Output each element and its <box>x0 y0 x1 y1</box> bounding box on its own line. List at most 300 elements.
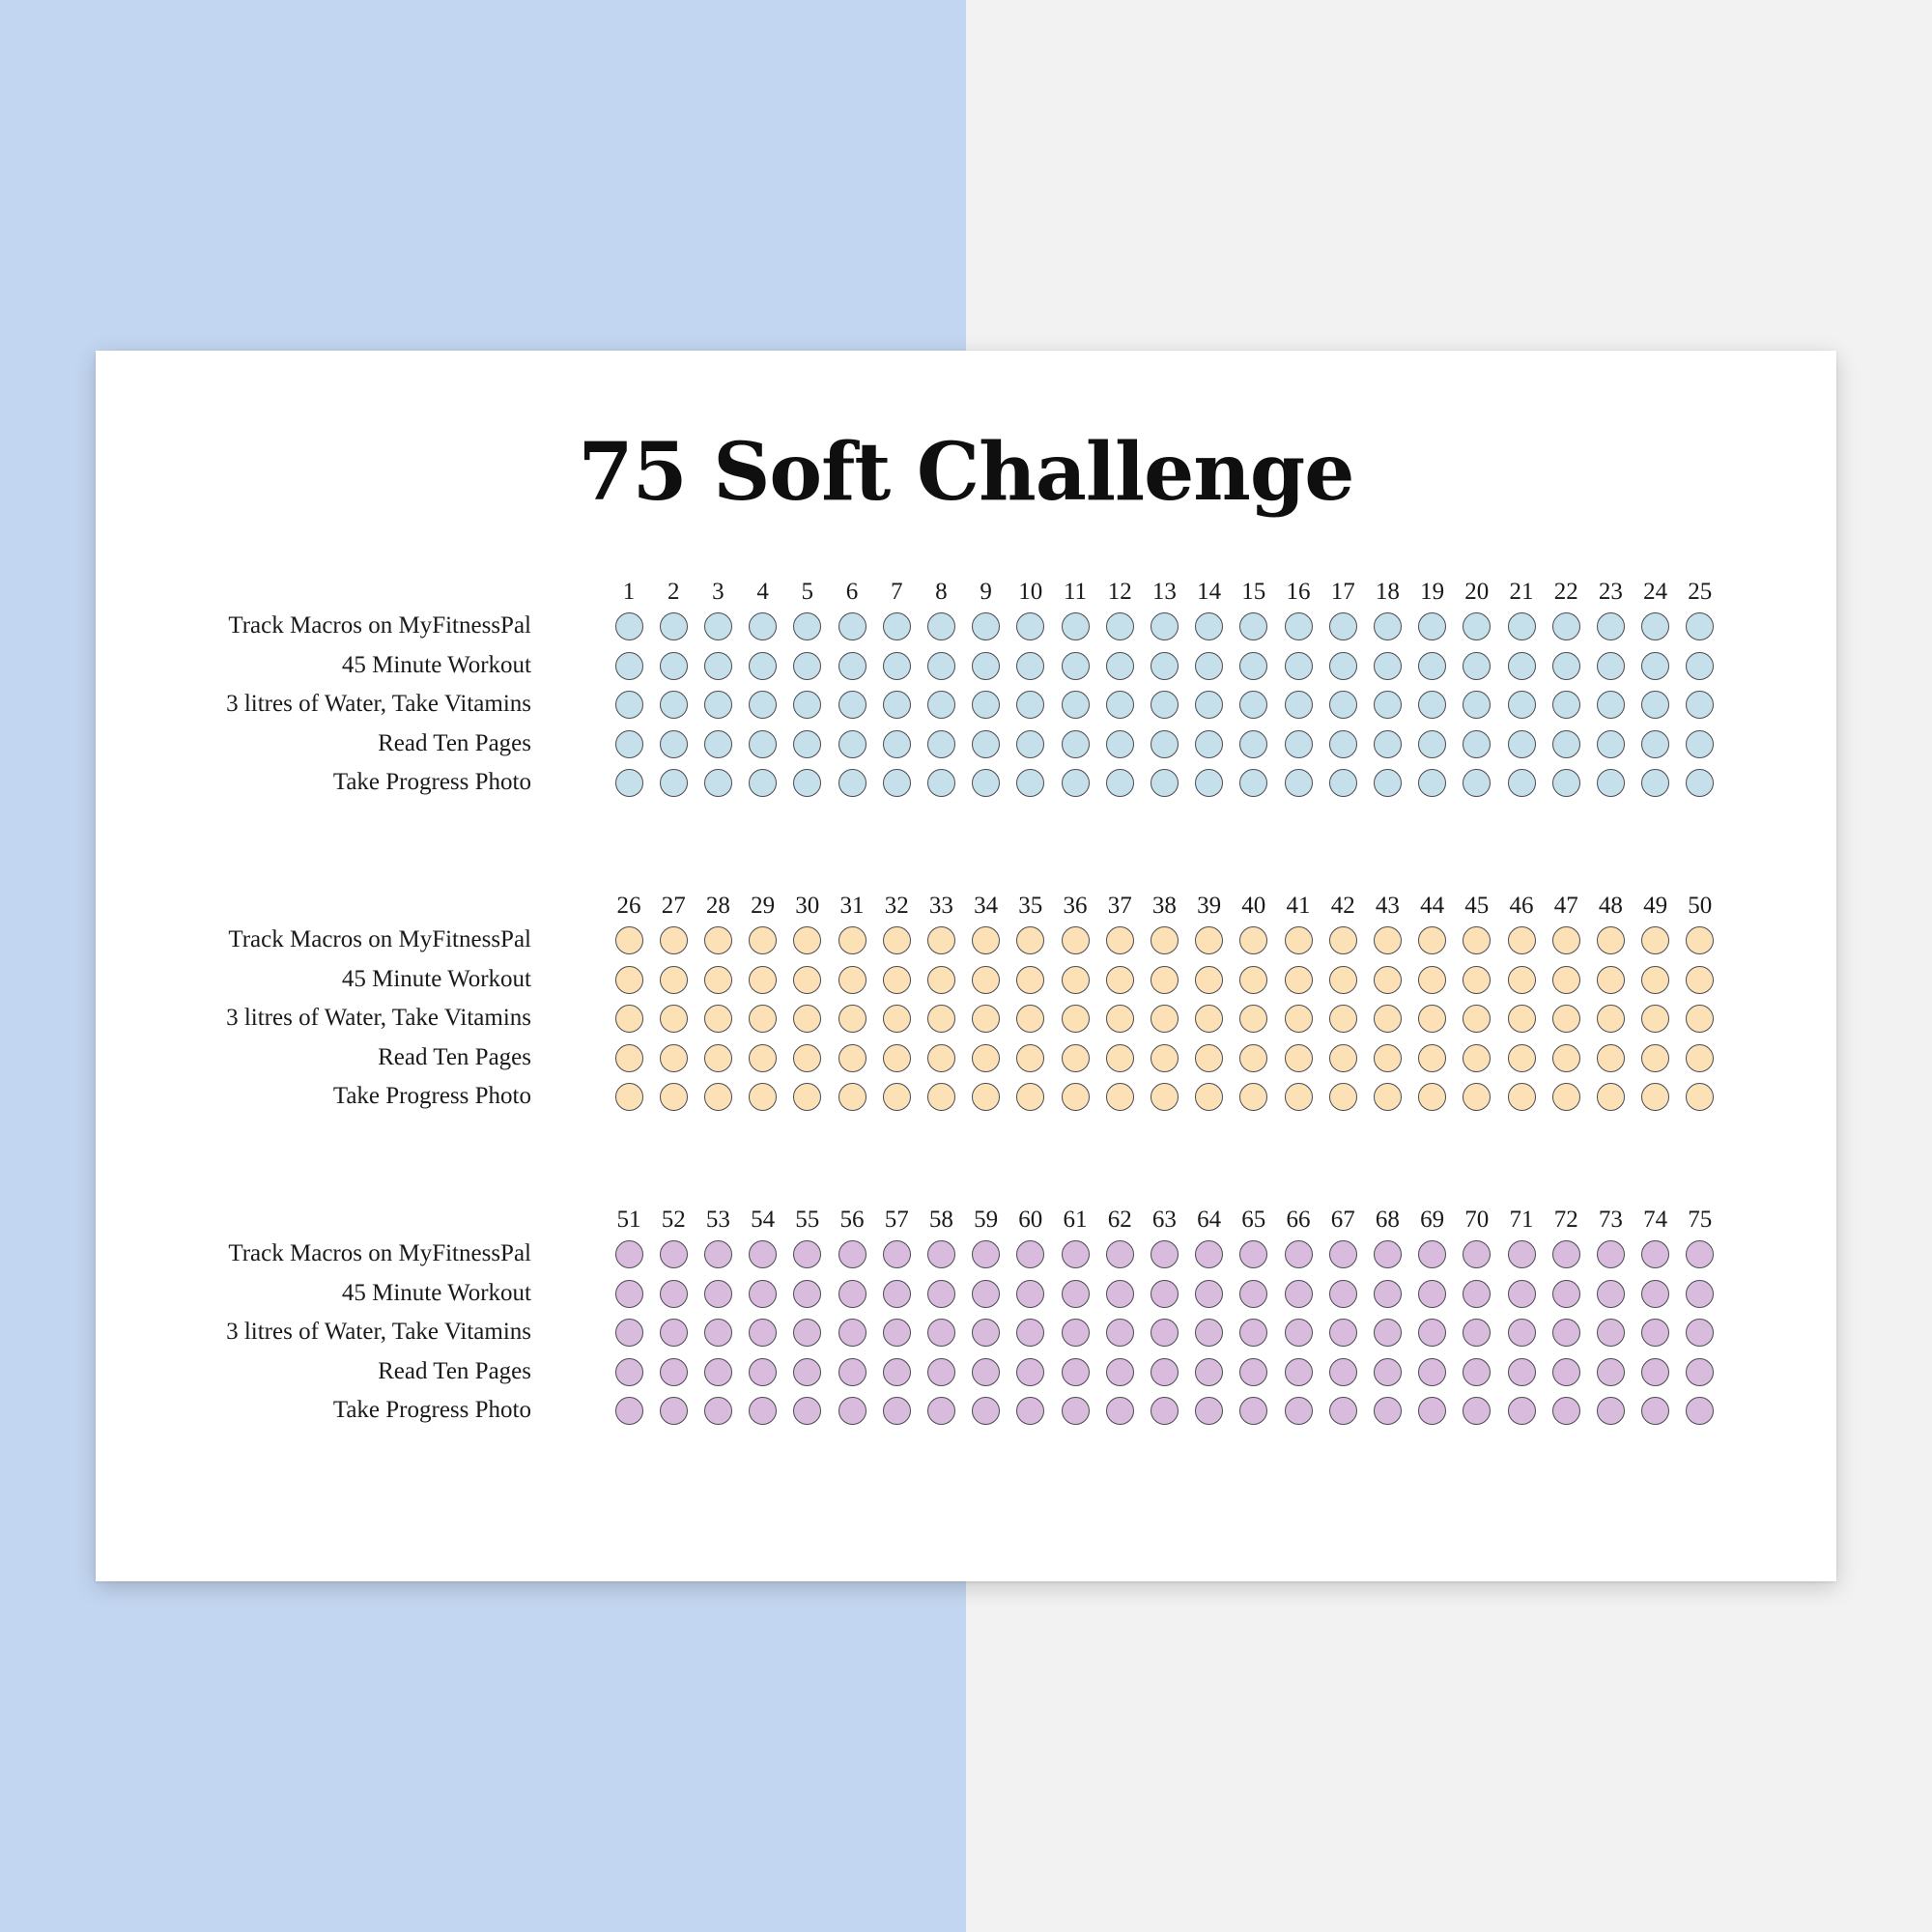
habit-checkbox[interactable] <box>883 1319 911 1347</box>
habit-checkbox[interactable] <box>972 1005 1000 1033</box>
habit-checkbox[interactable] <box>1329 1083 1357 1111</box>
habit-checkbox[interactable] <box>838 691 867 719</box>
habit-checkbox[interactable] <box>1329 966 1357 994</box>
habit-checkbox[interactable] <box>1285 1240 1313 1268</box>
habit-checkbox[interactable] <box>1508 769 1536 797</box>
habit-checkbox[interactable] <box>615 1397 643 1425</box>
habit-checkbox[interactable] <box>1062 1280 1090 1308</box>
habit-checkbox[interactable] <box>1151 1280 1179 1308</box>
habit-checkbox[interactable] <box>1151 1240 1179 1268</box>
habit-checkbox[interactable] <box>749 730 777 758</box>
habit-checkbox[interactable] <box>883 1358 911 1386</box>
habit-checkbox[interactable] <box>749 1005 777 1033</box>
habit-checkbox[interactable] <box>883 691 911 719</box>
habit-checkbox[interactable] <box>793 1358 821 1386</box>
habit-checkbox[interactable] <box>1463 730 1491 758</box>
habit-checkbox[interactable] <box>1552 1044 1580 1072</box>
habit-checkbox[interactable] <box>1508 1280 1536 1308</box>
habit-checkbox[interactable] <box>972 1044 1000 1072</box>
habit-checkbox[interactable] <box>838 1358 867 1386</box>
habit-checkbox[interactable] <box>1151 1319 1179 1347</box>
habit-checkbox[interactable] <box>1374 769 1402 797</box>
habit-checkbox[interactable] <box>704 1044 732 1072</box>
habit-checkbox[interactable] <box>1641 966 1669 994</box>
habit-checkbox[interactable] <box>1285 1358 1313 1386</box>
habit-checkbox[interactable] <box>1016 1083 1044 1111</box>
habit-checkbox[interactable] <box>1597 730 1625 758</box>
habit-checkbox[interactable] <box>1195 966 1223 994</box>
habit-checkbox[interactable] <box>615 691 643 719</box>
habit-checkbox[interactable] <box>704 1240 732 1268</box>
habit-checkbox[interactable] <box>615 1358 643 1386</box>
habit-checkbox[interactable] <box>1151 1083 1179 1111</box>
habit-checkbox[interactable] <box>1106 1280 1134 1308</box>
habit-checkbox[interactable] <box>1151 966 1179 994</box>
habit-checkbox[interactable] <box>972 1358 1000 1386</box>
habit-checkbox[interactable] <box>1151 612 1179 640</box>
habit-checkbox[interactable] <box>1016 1005 1044 1033</box>
habit-checkbox[interactable] <box>1463 1280 1491 1308</box>
habit-checkbox[interactable] <box>1329 769 1357 797</box>
habit-checkbox[interactable] <box>704 1005 732 1033</box>
habit-checkbox[interactable] <box>1239 652 1267 680</box>
habit-checkbox[interactable] <box>1239 612 1267 640</box>
habit-checkbox[interactable] <box>660 926 688 954</box>
habit-checkbox[interactable] <box>1239 1358 1267 1386</box>
habit-checkbox[interactable] <box>1329 1397 1357 1425</box>
habit-checkbox[interactable] <box>1508 1083 1536 1111</box>
habit-checkbox[interactable] <box>1463 966 1491 994</box>
habit-checkbox[interactable] <box>1508 1397 1536 1425</box>
habit-checkbox[interactable] <box>1329 926 1357 954</box>
habit-checkbox[interactable] <box>838 652 867 680</box>
habit-checkbox[interactable] <box>1418 1240 1446 1268</box>
habit-checkbox[interactable] <box>1463 652 1491 680</box>
habit-checkbox[interactable] <box>660 1358 688 1386</box>
habit-checkbox[interactable] <box>927 691 955 719</box>
habit-checkbox[interactable] <box>927 1319 955 1347</box>
habit-checkbox[interactable] <box>1285 652 1313 680</box>
habit-checkbox[interactable] <box>1463 1358 1491 1386</box>
habit-checkbox[interactable] <box>1329 652 1357 680</box>
habit-checkbox[interactable] <box>1374 1280 1402 1308</box>
habit-checkbox[interactable] <box>704 926 732 954</box>
habit-checkbox[interactable] <box>1016 652 1044 680</box>
habit-checkbox[interactable] <box>1285 1005 1313 1033</box>
habit-checkbox[interactable] <box>1418 1044 1446 1072</box>
habit-checkbox[interactable] <box>749 1083 777 1111</box>
habit-checkbox[interactable] <box>1641 1083 1669 1111</box>
habit-checkbox[interactable] <box>1106 1240 1134 1268</box>
habit-checkbox[interactable] <box>749 1044 777 1072</box>
habit-checkbox[interactable] <box>1239 1319 1267 1347</box>
habit-checkbox[interactable] <box>615 1280 643 1308</box>
habit-checkbox[interactable] <box>1239 1397 1267 1425</box>
habit-checkbox[interactable] <box>1285 1280 1313 1308</box>
habit-checkbox[interactable] <box>972 926 1000 954</box>
habit-checkbox[interactable] <box>1418 926 1446 954</box>
habit-checkbox[interactable] <box>660 769 688 797</box>
habit-checkbox[interactable] <box>1285 1083 1313 1111</box>
habit-checkbox[interactable] <box>1552 1397 1580 1425</box>
habit-checkbox[interactable] <box>793 1240 821 1268</box>
habit-checkbox[interactable] <box>972 1319 1000 1347</box>
habit-checkbox[interactable] <box>1641 612 1669 640</box>
habit-checkbox[interactable] <box>838 1319 867 1347</box>
habit-checkbox[interactable] <box>793 1044 821 1072</box>
habit-checkbox[interactable] <box>1463 691 1491 719</box>
habit-checkbox[interactable] <box>1552 1319 1580 1347</box>
habit-checkbox[interactable] <box>1552 1358 1580 1386</box>
habit-checkbox[interactable] <box>704 691 732 719</box>
habit-checkbox[interactable] <box>1062 652 1090 680</box>
habit-checkbox[interactable] <box>1418 1319 1446 1347</box>
habit-checkbox[interactable] <box>927 966 955 994</box>
habit-checkbox[interactable] <box>1329 691 1357 719</box>
habit-checkbox[interactable] <box>1016 1319 1044 1347</box>
habit-checkbox[interactable] <box>1151 691 1179 719</box>
habit-checkbox[interactable] <box>1686 769 1714 797</box>
habit-checkbox[interactable] <box>1597 652 1625 680</box>
habit-checkbox[interactable] <box>1463 612 1491 640</box>
habit-checkbox[interactable] <box>838 1044 867 1072</box>
habit-checkbox[interactable] <box>1552 612 1580 640</box>
habit-checkbox[interactable] <box>615 1240 643 1268</box>
habit-checkbox[interactable] <box>1597 966 1625 994</box>
habit-checkbox[interactable] <box>1062 1319 1090 1347</box>
habit-checkbox[interactable] <box>927 1240 955 1268</box>
habit-checkbox[interactable] <box>1016 612 1044 640</box>
habit-checkbox[interactable] <box>1151 926 1179 954</box>
habit-checkbox[interactable] <box>1374 652 1402 680</box>
habit-checkbox[interactable] <box>838 1083 867 1111</box>
habit-checkbox[interactable] <box>1597 1397 1625 1425</box>
habit-checkbox[interactable] <box>1285 730 1313 758</box>
habit-checkbox[interactable] <box>1195 652 1223 680</box>
habit-checkbox[interactable] <box>1463 1240 1491 1268</box>
habit-checkbox[interactable] <box>1418 966 1446 994</box>
habit-checkbox[interactable] <box>1062 1083 1090 1111</box>
habit-checkbox[interactable] <box>927 1044 955 1072</box>
habit-checkbox[interactable] <box>660 1005 688 1033</box>
habit-checkbox[interactable] <box>1016 769 1044 797</box>
habit-checkbox[interactable] <box>1641 652 1669 680</box>
habit-checkbox[interactable] <box>1329 1240 1357 1268</box>
habit-checkbox[interactable] <box>1062 769 1090 797</box>
habit-checkbox[interactable] <box>972 652 1000 680</box>
habit-checkbox[interactable] <box>1686 652 1714 680</box>
habit-checkbox[interactable] <box>1239 1240 1267 1268</box>
habit-checkbox[interactable] <box>1552 1240 1580 1268</box>
habit-checkbox[interactable] <box>972 1397 1000 1425</box>
habit-checkbox[interactable] <box>883 652 911 680</box>
habit-checkbox[interactable] <box>838 1240 867 1268</box>
habit-checkbox[interactable] <box>927 1005 955 1033</box>
habit-checkbox[interactable] <box>749 652 777 680</box>
habit-checkbox[interactable] <box>1686 1083 1714 1111</box>
habit-checkbox[interactable] <box>972 1083 1000 1111</box>
habit-checkbox[interactable] <box>1285 691 1313 719</box>
habit-checkbox[interactable] <box>1463 1397 1491 1425</box>
habit-checkbox[interactable] <box>1016 926 1044 954</box>
habit-checkbox[interactable] <box>704 1083 732 1111</box>
habit-checkbox[interactable] <box>1151 730 1179 758</box>
habit-checkbox[interactable] <box>749 691 777 719</box>
habit-checkbox[interactable] <box>883 1397 911 1425</box>
habit-checkbox[interactable] <box>1062 1358 1090 1386</box>
habit-checkbox[interactable] <box>883 926 911 954</box>
habit-checkbox[interactable] <box>1329 1319 1357 1347</box>
habit-checkbox[interactable] <box>615 1083 643 1111</box>
habit-checkbox[interactable] <box>972 1280 1000 1308</box>
habit-checkbox[interactable] <box>1418 652 1446 680</box>
habit-checkbox[interactable] <box>1686 926 1714 954</box>
habit-checkbox[interactable] <box>838 1397 867 1425</box>
habit-checkbox[interactable] <box>1686 1358 1714 1386</box>
habit-checkbox[interactable] <box>1597 1358 1625 1386</box>
habit-checkbox[interactable] <box>1508 1240 1536 1268</box>
habit-checkbox[interactable] <box>1686 1397 1714 1425</box>
habit-checkbox[interactable] <box>1329 730 1357 758</box>
habit-checkbox[interactable] <box>749 1280 777 1308</box>
habit-checkbox[interactable] <box>1195 1280 1223 1308</box>
habit-checkbox[interactable] <box>927 730 955 758</box>
habit-checkbox[interactable] <box>1552 1005 1580 1033</box>
habit-checkbox[interactable] <box>749 1240 777 1268</box>
habit-checkbox[interactable] <box>1329 1358 1357 1386</box>
habit-checkbox[interactable] <box>1239 1044 1267 1072</box>
habit-checkbox[interactable] <box>883 612 911 640</box>
habit-checkbox[interactable] <box>1552 652 1580 680</box>
habit-checkbox[interactable] <box>1686 966 1714 994</box>
habit-checkbox[interactable] <box>1285 1044 1313 1072</box>
habit-checkbox[interactable] <box>1552 730 1580 758</box>
habit-checkbox[interactable] <box>1508 612 1536 640</box>
habit-checkbox[interactable] <box>660 1280 688 1308</box>
habit-checkbox[interactable] <box>1016 691 1044 719</box>
habit-checkbox[interactable] <box>1508 926 1536 954</box>
habit-checkbox[interactable] <box>1418 1358 1446 1386</box>
habit-checkbox[interactable] <box>1374 691 1402 719</box>
habit-checkbox[interactable] <box>1463 1083 1491 1111</box>
habit-checkbox[interactable] <box>883 1280 911 1308</box>
habit-checkbox[interactable] <box>1062 1240 1090 1268</box>
habit-checkbox[interactable] <box>615 730 643 758</box>
habit-checkbox[interactable] <box>660 1240 688 1268</box>
habit-checkbox[interactable] <box>1641 691 1669 719</box>
habit-checkbox[interactable] <box>1329 1005 1357 1033</box>
habit-checkbox[interactable] <box>1552 769 1580 797</box>
habit-checkbox[interactable] <box>704 769 732 797</box>
habit-checkbox[interactable] <box>1062 1397 1090 1425</box>
habit-checkbox[interactable] <box>1062 966 1090 994</box>
habit-checkbox[interactable] <box>1686 612 1714 640</box>
habit-checkbox[interactable] <box>927 769 955 797</box>
habit-checkbox[interactable] <box>1552 926 1580 954</box>
habit-checkbox[interactable] <box>1374 966 1402 994</box>
habit-checkbox[interactable] <box>704 1358 732 1386</box>
habit-checkbox[interactable] <box>704 612 732 640</box>
habit-checkbox[interactable] <box>1329 612 1357 640</box>
habit-checkbox[interactable] <box>1016 1397 1044 1425</box>
habit-checkbox[interactable] <box>838 769 867 797</box>
habit-checkbox[interactable] <box>1151 1005 1179 1033</box>
habit-checkbox[interactable] <box>1195 1397 1223 1425</box>
habit-checkbox[interactable] <box>1686 1044 1714 1072</box>
habit-checkbox[interactable] <box>927 1083 955 1111</box>
habit-checkbox[interactable] <box>793 1397 821 1425</box>
habit-checkbox[interactable] <box>1106 691 1134 719</box>
habit-checkbox[interactable] <box>1195 612 1223 640</box>
habit-checkbox[interactable] <box>1195 769 1223 797</box>
habit-checkbox[interactable] <box>1195 691 1223 719</box>
habit-checkbox[interactable] <box>1062 926 1090 954</box>
habit-checkbox[interactable] <box>1686 1240 1714 1268</box>
habit-checkbox[interactable] <box>972 966 1000 994</box>
habit-checkbox[interactable] <box>883 1083 911 1111</box>
habit-checkbox[interactable] <box>1062 730 1090 758</box>
habit-checkbox[interactable] <box>972 612 1000 640</box>
habit-checkbox[interactable] <box>615 1319 643 1347</box>
habit-checkbox[interactable] <box>1374 1319 1402 1347</box>
habit-checkbox[interactable] <box>838 730 867 758</box>
habit-checkbox[interactable] <box>1062 612 1090 640</box>
habit-checkbox[interactable] <box>1016 1358 1044 1386</box>
habit-checkbox[interactable] <box>1552 691 1580 719</box>
habit-checkbox[interactable] <box>1106 769 1134 797</box>
habit-checkbox[interactable] <box>660 1397 688 1425</box>
habit-checkbox[interactable] <box>1552 1083 1580 1111</box>
habit-checkbox[interactable] <box>972 769 1000 797</box>
habit-checkbox[interactable] <box>927 1280 955 1308</box>
habit-checkbox[interactable] <box>1239 1005 1267 1033</box>
habit-checkbox[interactable] <box>1062 1005 1090 1033</box>
habit-checkbox[interactable] <box>1151 1044 1179 1072</box>
habit-checkbox[interactable] <box>1016 1044 1044 1072</box>
habit-checkbox[interactable] <box>1195 1083 1223 1111</box>
habit-checkbox[interactable] <box>1508 1005 1536 1033</box>
habit-checkbox[interactable] <box>1597 926 1625 954</box>
habit-checkbox[interactable] <box>1508 691 1536 719</box>
habit-checkbox[interactable] <box>1418 1005 1446 1033</box>
habit-checkbox[interactable] <box>1508 1358 1536 1386</box>
habit-checkbox[interactable] <box>927 652 955 680</box>
habit-checkbox[interactable] <box>1418 1083 1446 1111</box>
habit-checkbox[interactable] <box>1418 1397 1446 1425</box>
habit-checkbox[interactable] <box>1418 730 1446 758</box>
habit-checkbox[interactable] <box>1418 612 1446 640</box>
habit-checkbox[interactable] <box>1641 926 1669 954</box>
habit-checkbox[interactable] <box>793 1280 821 1308</box>
habit-checkbox[interactable] <box>1463 1044 1491 1072</box>
habit-checkbox[interactable] <box>749 769 777 797</box>
habit-checkbox[interactable] <box>615 769 643 797</box>
habit-checkbox[interactable] <box>793 769 821 797</box>
habit-checkbox[interactable] <box>1151 769 1179 797</box>
habit-checkbox[interactable] <box>1463 1005 1491 1033</box>
habit-checkbox[interactable] <box>793 691 821 719</box>
habit-checkbox[interactable] <box>1016 1240 1044 1268</box>
habit-checkbox[interactable] <box>793 1319 821 1347</box>
habit-checkbox[interactable] <box>927 612 955 640</box>
habit-checkbox[interactable] <box>704 652 732 680</box>
habit-checkbox[interactable] <box>615 966 643 994</box>
habit-checkbox[interactable] <box>927 1358 955 1386</box>
habit-checkbox[interactable] <box>1151 652 1179 680</box>
habit-checkbox[interactable] <box>1285 966 1313 994</box>
habit-checkbox[interactable] <box>1016 966 1044 994</box>
habit-checkbox[interactable] <box>1329 1044 1357 1072</box>
habit-checkbox[interactable] <box>749 1319 777 1347</box>
habit-checkbox[interactable] <box>838 966 867 994</box>
habit-checkbox[interactable] <box>1641 730 1669 758</box>
habit-checkbox[interactable] <box>1195 1358 1223 1386</box>
habit-checkbox[interactable] <box>1195 1240 1223 1268</box>
habit-checkbox[interactable] <box>1508 652 1536 680</box>
habit-checkbox[interactable] <box>1239 730 1267 758</box>
habit-checkbox[interactable] <box>660 1044 688 1072</box>
habit-checkbox[interactable] <box>1597 612 1625 640</box>
habit-checkbox[interactable] <box>615 1044 643 1072</box>
habit-checkbox[interactable] <box>1597 769 1625 797</box>
habit-checkbox[interactable] <box>1418 1280 1446 1308</box>
habit-checkbox[interactable] <box>1285 1397 1313 1425</box>
habit-checkbox[interactable] <box>838 612 867 640</box>
habit-checkbox[interactable] <box>704 1319 732 1347</box>
habit-checkbox[interactable] <box>1239 1083 1267 1111</box>
habit-checkbox[interactable] <box>1016 1280 1044 1308</box>
habit-checkbox[interactable] <box>1597 1280 1625 1308</box>
habit-checkbox[interactable] <box>1374 1240 1402 1268</box>
habit-checkbox[interactable] <box>1641 1319 1669 1347</box>
habit-checkbox[interactable] <box>1195 1005 1223 1033</box>
habit-checkbox[interactable] <box>615 652 643 680</box>
habit-checkbox[interactable] <box>1016 730 1044 758</box>
habit-checkbox[interactable] <box>1106 652 1134 680</box>
habit-checkbox[interactable] <box>1195 1319 1223 1347</box>
habit-checkbox[interactable] <box>1552 966 1580 994</box>
habit-checkbox[interactable] <box>1641 769 1669 797</box>
habit-checkbox[interactable] <box>704 1397 732 1425</box>
habit-checkbox[interactable] <box>1106 1319 1134 1347</box>
habit-checkbox[interactable] <box>660 612 688 640</box>
habit-checkbox[interactable] <box>1463 1319 1491 1347</box>
habit-checkbox[interactable] <box>1641 1280 1669 1308</box>
habit-checkbox[interactable] <box>1686 1280 1714 1308</box>
habit-checkbox[interactable] <box>660 1083 688 1111</box>
habit-checkbox[interactable] <box>1597 1083 1625 1111</box>
habit-checkbox[interactable] <box>1285 612 1313 640</box>
habit-checkbox[interactable] <box>749 926 777 954</box>
habit-checkbox[interactable] <box>1106 1044 1134 1072</box>
habit-checkbox[interactable] <box>1641 1240 1669 1268</box>
habit-checkbox[interactable] <box>704 966 732 994</box>
habit-checkbox[interactable] <box>883 1044 911 1072</box>
habit-checkbox[interactable] <box>1106 1397 1134 1425</box>
habit-checkbox[interactable] <box>1106 1083 1134 1111</box>
habit-checkbox[interactable] <box>883 1240 911 1268</box>
habit-checkbox[interactable] <box>838 1280 867 1308</box>
habit-checkbox[interactable] <box>1508 730 1536 758</box>
habit-checkbox[interactable] <box>1374 730 1402 758</box>
habit-checkbox[interactable] <box>1374 612 1402 640</box>
habit-checkbox[interactable] <box>1374 1083 1402 1111</box>
habit-checkbox[interactable] <box>749 966 777 994</box>
habit-checkbox[interactable] <box>1285 1319 1313 1347</box>
habit-checkbox[interactable] <box>1552 1280 1580 1308</box>
habit-checkbox[interactable] <box>1597 1319 1625 1347</box>
habit-checkbox[interactable] <box>1686 691 1714 719</box>
